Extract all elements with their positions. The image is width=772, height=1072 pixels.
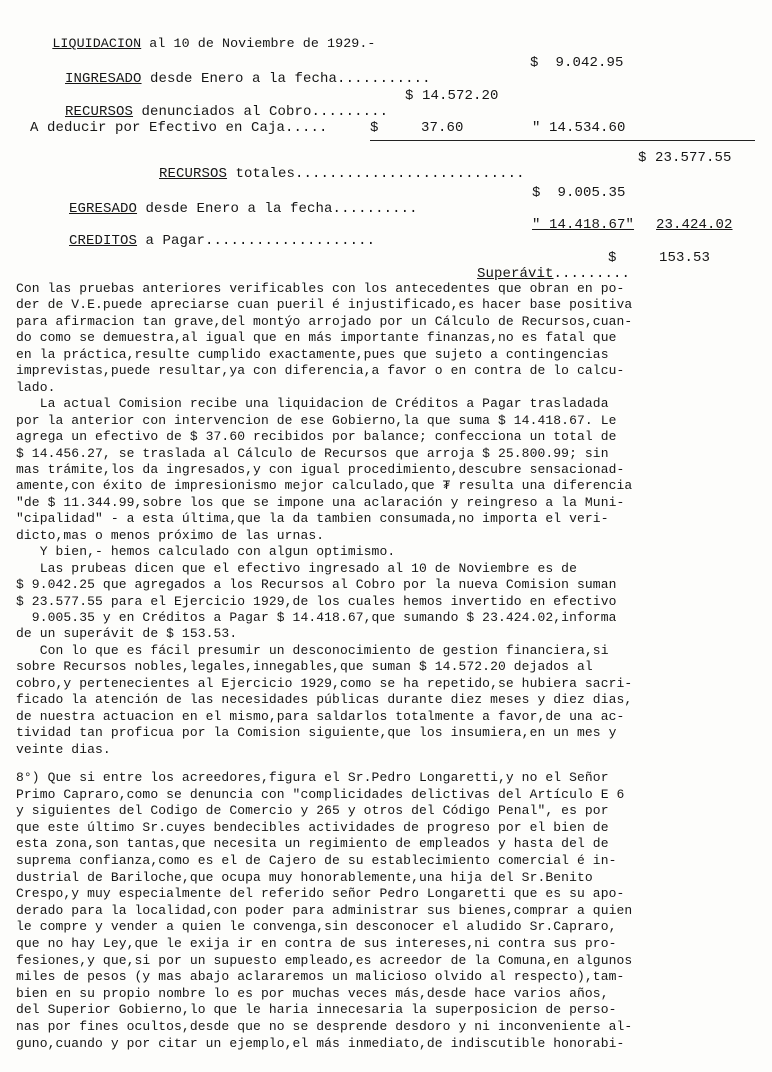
- body-line: $ 9.042.25 que agregados a los Recursos al Cobro por la nueva Comision suman: [16, 577, 617, 593]
- body-line: dicto,mas o menos próximo de las urnas.: [16, 527, 325, 543]
- item-line: dustrial de Bariloche,que ocupa muy honorablemente,una hija del Sr.Benito: [16, 869, 593, 885]
- recursos-totales-label: RECURSOS: [159, 166, 228, 182]
- creditos-total: 23.424.02: [656, 217, 733, 233]
- body-line: en la práctica,resulte cumplido exactamente,pues que sujeto a contingencias: [16, 346, 609, 362]
- recursos-amount: $ 14.572.20: [405, 88, 499, 104]
- item-line: fesiones,y que,si por un supuesto empleado,es acreedor de la Comuna,en algunos: [16, 952, 633, 968]
- body-line: "de $ 11.344.99,sobre los que se impone una aclaración y reingreso a la Muni-: [16, 494, 625, 510]
- superavit-text: .........: [553, 266, 631, 282]
- body-line: lado.: [16, 379, 56, 395]
- egresado-label: EGRESADO: [69, 201, 138, 217]
- body-line: der de V.E.puede apreciarse cuan pueril é injustificado,es hacer base positiva: [16, 297, 633, 313]
- body-line: $ 23.577.55 para el Ejercicio 1929,de los cuales hemos invertido en efectivo: [16, 593, 617, 609]
- recursos-totales-amount: $ 23.577.55: [638, 150, 732, 166]
- item-line: Crespo,y muy especialmente del referido señor Pedro Longaretti que es su apo-: [16, 886, 625, 902]
- superavit-amount: $ 153.53: [608, 250, 711, 266]
- heading-label: LIQUIDACION: [52, 36, 142, 51]
- item-line: bien en su propio nombre lo es por muchas veces más,desde hace varios años,: [16, 985, 609, 1001]
- item-line: le compre y vender a quien le convenga,sin desconocer el aludido Sr.Capraro,: [16, 919, 617, 935]
- ingresado-amount: $ 9.042.95: [530, 55, 624, 71]
- body-line: de nuestra actuacion en el mismo,para saldarlos totalmente a favor,de una ac-: [16, 708, 625, 724]
- recursos-text: denunciados al Cobro.........: [133, 104, 389, 120]
- body-line: veinte dias.: [16, 741, 111, 757]
- ingresado-label: INGRESADO: [65, 71, 142, 87]
- body-line: Y bien,- hemos calculado con algun optimismo.: [16, 544, 396, 560]
- item-line: 8°) Que si entre los acreedores,figura el Sr.Pedro Longaretti,y no el Señor: [16, 770, 609, 785]
- body-line: agrega un efectivo de $ 37.60 recibidos por balance; confecciona un total de: [16, 429, 617, 445]
- ledger-creditos: [18, 217, 375, 265]
- body-line: por la anterior con intervencion de ese Gobierno,la que suma $ 14.418.67. Le: [16, 412, 617, 428]
- body-line: amente,con éxito de impresionismo mejor calculado,que ₮ resulta una diferencia: [16, 478, 633, 494]
- body-line: mas trámite,los da ingresados,y con igual procedimiento,descubre sensacionad-: [16, 461, 625, 477]
- body-line: sobre Recursos nobles,legales,innegables,que suman $ 14.572.20 dejados al: [16, 659, 593, 675]
- body-line: La actual Comision recibe una liquidacion de Créditos a Pagar trasladada: [16, 396, 609, 412]
- body-line: do como se demuestra,al igual que en más importante finanzas,no es fatal que: [16, 330, 617, 346]
- body-line: cobro,y pertenecientes al Ejercicio 1929,como se ha repetido,se hubiera sacri-: [16, 675, 633, 691]
- creditos-text: a Pagar....................: [137, 233, 376, 249]
- item-line: esta zona,son tantas,que necesita un regimiento de empleados y hasta del de: [16, 836, 609, 852]
- deducir-cash: $ 37.60: [370, 120, 464, 136]
- body-line: de un superávit de $ 153.53.: [16, 626, 238, 642]
- item-line: del Superior Gobierno,lo que le haria innecesaria la superposicion de perso-: [16, 1002, 617, 1018]
- superavit-label: Superávit: [477, 266, 554, 282]
- deducir-text: A deducir por Efectivo en Caja.....: [30, 120, 328, 136]
- creditos-amount: " 14.418.67": [532, 217, 635, 233]
- egresado-amount: $ 9.005.35: [532, 185, 626, 201]
- body-line: tividad tan proficua por la Comision siguiente,que los insumiera,en un mes y: [16, 725, 617, 741]
- item-line: derado para la localidad,con poder para administrar sus bienes,comprar a quien: [16, 902, 633, 918]
- item-line: que este último Sr.cuyes bendecibles actividades de progreso por el bien de: [16, 819, 609, 835]
- item-line: miles de pesos (y mas abajo aclararemos un malicioso olvido al respecto),tam-: [16, 969, 625, 985]
- recursos-label: RECURSOS: [65, 104, 134, 120]
- subtotal-rule: [370, 140, 755, 141]
- body-line: "cipalidad" - a esta última,que la da tambien consumada,no importa el veri-: [16, 511, 609, 527]
- item-line: y siguientes del Codigo de Comercio y 265 y otros del Código Penal", es por: [16, 803, 609, 819]
- deducir-net: " 14.534.60: [532, 120, 626, 136]
- item-line: nas por fines ocultos,desde que no se desprende desdoro y ni inconveniente al-: [16, 1019, 633, 1034]
- body-line: 9.005.35 y en Créditos a Pagar $ 14.418.67,que sumando $ 23.424.02,informa: [16, 610, 617, 625]
- body-line: Con lo que es fácil presumir un desconocimiento de gestion financiera,si: [16, 642, 609, 658]
- body-line: Con las pruebas anteriores verificables con los antecedentes que obran en po-: [16, 281, 625, 296]
- body-line: $ 14.456.27, se traslada al Cálculo de Recursos que arroja $ 25.800.99; sin: [16, 445, 609, 461]
- ingresado-text: desde Enero a la fecha...........: [141, 71, 431, 87]
- item-line: suprema confianza,como es el de Cajero de su establecimiento comercial é in-: [16, 853, 617, 868]
- egresado-text: desde Enero a la fecha..........: [137, 201, 418, 217]
- body-line: Las prubeas dicen que el efectivo ingresado al 10 de Noviembre es de: [16, 560, 577, 576]
- recursos-totales-text: totales...........................: [227, 166, 525, 182]
- body-line: para afirmacion tan grave,del montýo arrojado por un Cálculo de Recursos,cuan-: [16, 313, 633, 329]
- item-line: Primo Capraro,como se denuncia con "complicidades delictivas del Artículo E 6: [16, 786, 625, 802]
- creditos-label: CREDITOS: [69, 233, 138, 249]
- item-line: guno,cuando y por citar un ejemplo,el más inmediato,de indiscutible honorabi-: [16, 1035, 625, 1051]
- body-line: imprevistas,puede resultar,ya con diferencia,a favor o en contra de lo calcu-: [16, 363, 625, 379]
- body-line: ficado la atención de las necesidades públicas durante diez meses y diez dias,: [16, 692, 633, 708]
- item-line: que no hay Ley,que le exija ir en contra de sus intereses,ni contra sus pro-: [16, 936, 617, 951]
- heading-date: al 10 de Noviembre de 1929.-: [141, 36, 376, 51]
